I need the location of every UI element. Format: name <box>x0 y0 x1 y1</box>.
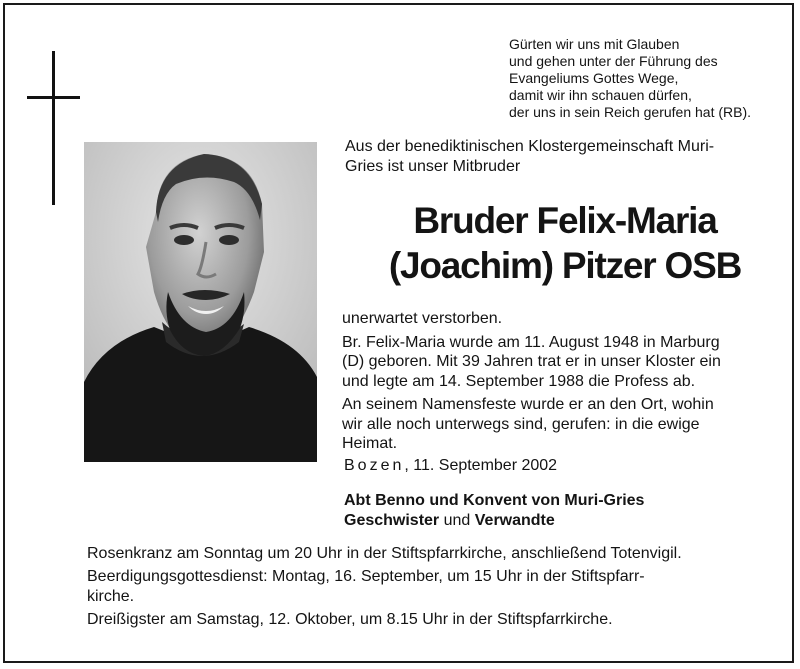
biography-paragraph <box>342 333 786 392</box>
intro-line: Gries ist unser Mitbruder <box>345 158 521 175</box>
biography-line: (D) geboren. Mit 39 Jahren trat er in unser Kloster ein <box>342 353 721 370</box>
verse-line: damit wir ihn schauen dürfen, <box>509 87 692 103</box>
portrait-photo <box>84 142 317 462</box>
funeral-info <box>87 567 774 607</box>
verse-line: Evangeliums Gottes Wege, <box>509 70 679 86</box>
date: , 11. September 2002 <box>404 457 558 474</box>
funeral-line: Beerdigungsgottesdienst: Montag, 16. September, um 15 Uhr in der Stiftspfarr- <box>87 568 645 585</box>
place: Bozen <box>344 457 405 474</box>
verse-line: und gehen unter der Führung des <box>509 53 718 69</box>
signatories <box>344 491 644 531</box>
cross-vertical-bar <box>52 51 55 205</box>
service-schedule <box>87 544 774 633</box>
portrait-illustration <box>84 142 317 462</box>
verse-line: der uns in sein Reich gerufen hat (RB). <box>509 104 752 120</box>
signatory-line-1 <box>344 491 644 511</box>
deceased-name <box>345 198 785 288</box>
intro-text <box>345 137 785 177</box>
biography-line: und legte am 14. September 1988 die Profess ab. <box>342 372 696 390</box>
feast-line: Heimat. <box>342 435 398 452</box>
obituary-body <box>342 309 786 458</box>
signatory-line-2 <box>344 511 644 531</box>
place-date <box>344 457 557 475</box>
feast-paragraph <box>342 395 786 454</box>
feast-line: wir alle noch unterwegs sind, gerufen: in die ewige <box>342 415 700 433</box>
announcement: unerwartet verstorben. <box>342 310 503 327</box>
bible-verse <box>509 36 789 121</box>
thirtieth-day-mass-info: Dreißigster am Samstag, 12. Oktober, um 8.15 Uhr in der Stiftspfarrkirche. <box>87 611 613 628</box>
biography-line: Br. Felix-Maria wurde am 11. August 1948 in Marburg <box>342 333 720 351</box>
signatory-conjunction: und <box>439 512 475 529</box>
signatory-relatives: Verwandte <box>474 512 555 529</box>
signatory-siblings: Geschwister <box>344 512 440 529</box>
verse-line: Gürten wir uns mit Glauben <box>509 36 680 52</box>
deceased-name-line1: Bruder Felix-Maria <box>413 200 717 241</box>
funeral-line: kirche. <box>87 588 135 605</box>
signatory-abbot: Abt Benno und Konvent von Muri-Gries <box>344 492 645 509</box>
deceased-name-line2: (Joachim) Pitzer OSB <box>388 245 742 286</box>
cross-horizontal-bar <box>27 96 80 99</box>
feast-line: An seinem Namensfeste wurde er an den Ort, wohin <box>342 396 714 413</box>
rosary-info: Rosenkranz am Sonntag um 20 Uhr in der Stiftspfarrkirche, anschließend Totenvigil. <box>87 545 682 562</box>
intro-line: Aus der benediktinischen Klostergemeinschaft Muri- <box>345 138 715 155</box>
